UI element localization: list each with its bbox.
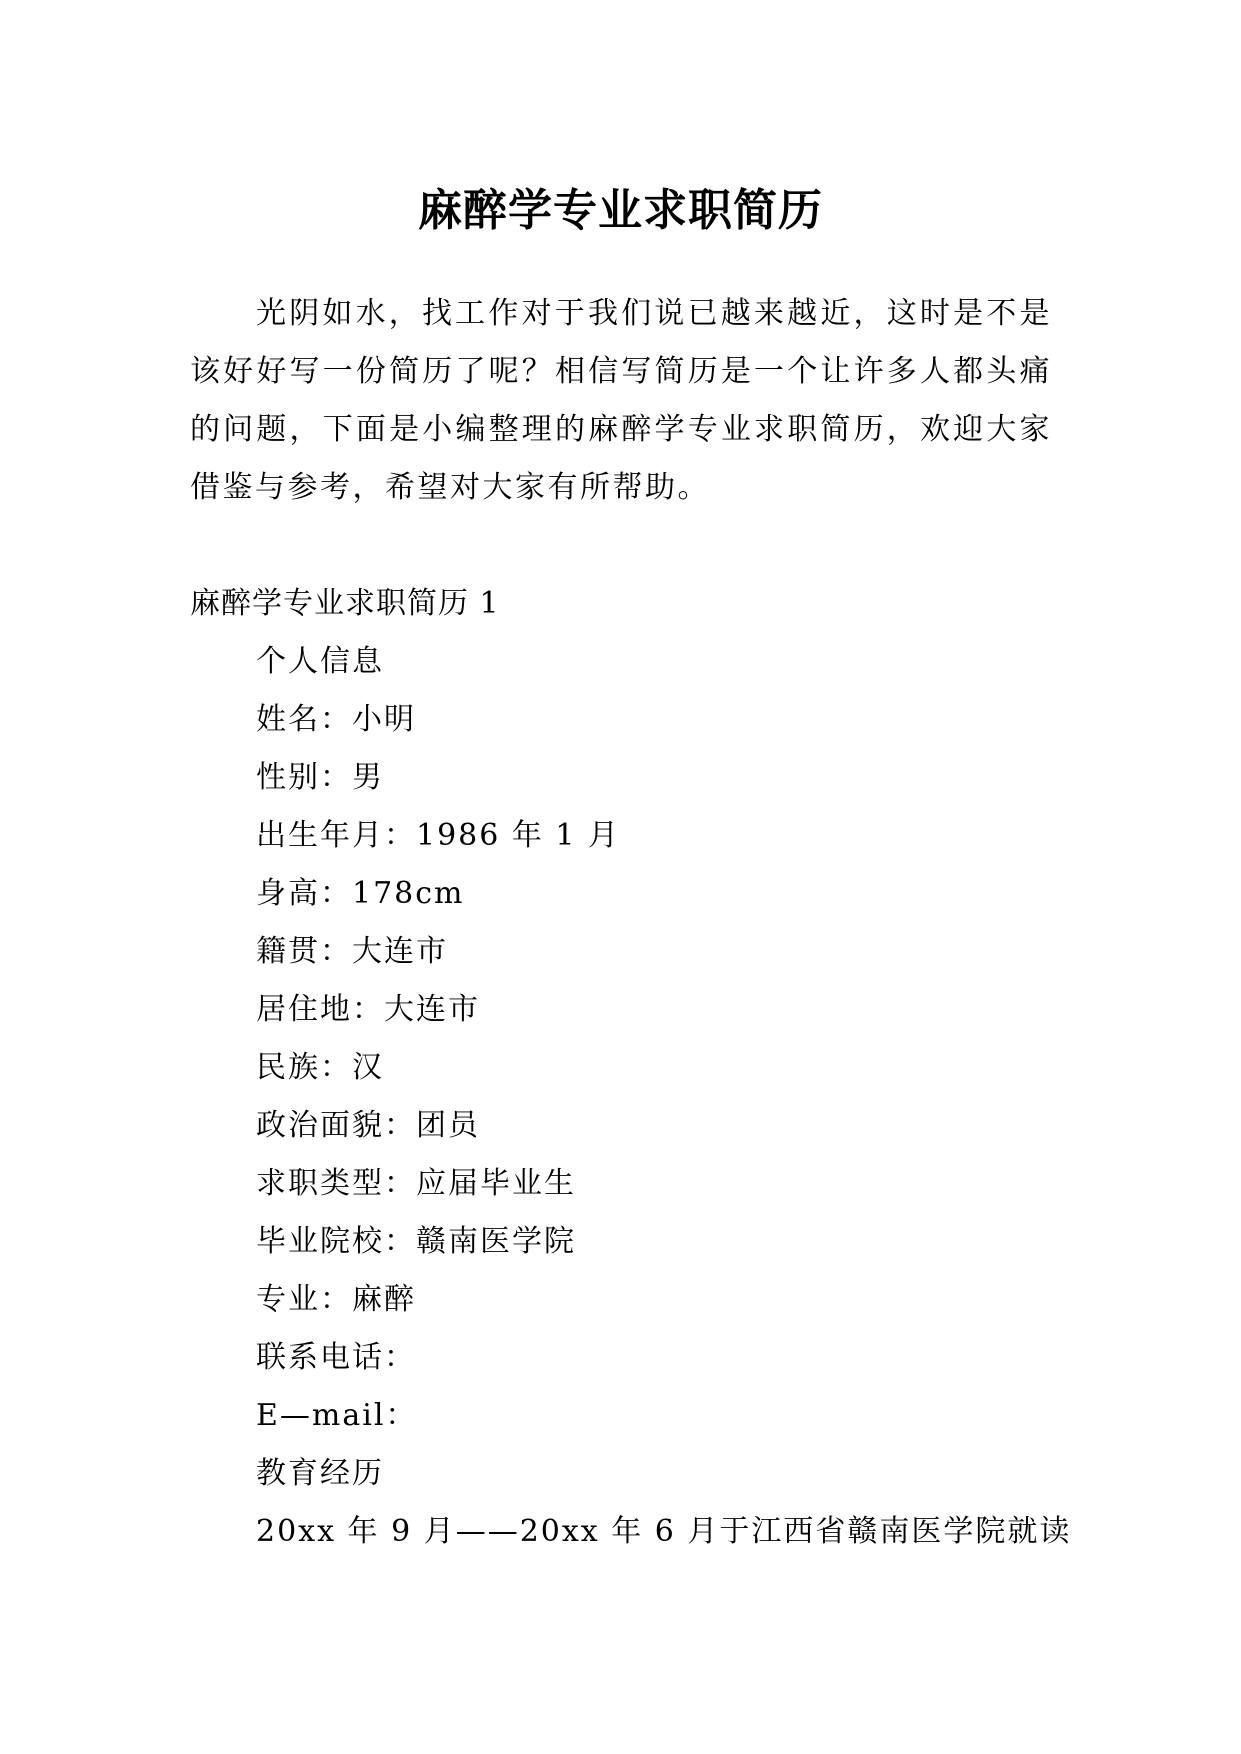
resume-line-birth-date: 出生年月：1986 年 1 月 [256,818,621,853]
resume-line-education-entry: 20xx 年 9 月——20xx 年 6 月于江西省赣南医学院就读 [256,1514,1072,1549]
resume-line-residence: 居住地：大连市 [256,992,480,1027]
intro-paragraph: 光阴如水，找工作对于我们说已越来越近，这时是不是该好好写一份简历了呢？相信写简历是一个让许多人都头痛的问题，下面是小编整理的麻醉学专业求职简历，欢迎大家借鉴与参考，希望对大家有所帮助。 [190,296,1052,505]
resume-line-phone: 联系电话： [256,1340,416,1375]
resume-line-ethnicity: 民族：汉 [256,1050,384,1085]
resume-line-height: 身高：178cm [256,876,465,911]
resume-line-school: 毕业院校：赣南医学院 [256,1224,576,1259]
resume-line-job-type: 求职类型：应届毕业生 [256,1166,576,1201]
resume-line-gender: 性别：男 [256,760,384,795]
resume-line-personal-info-heading: 个人信息 [256,644,384,679]
document-title: 麻醉学专业求职简历 [418,185,823,237]
resume-line-education-heading: 教育经历 [256,1456,384,1491]
resume-line-major: 专业：麻醉 [256,1282,416,1317]
resume-lines [256,633,1072,1561]
section-heading: 麻醉学专业求职简历 1 [190,586,500,621]
resume-line-name: 姓名：小明 [256,702,416,737]
resume-line-native-place: 籍贯：大连市 [256,934,448,969]
resume-line-email: E—mail： [256,1398,418,1433]
resume-line-political-status: 政治面貌：团员 [256,1108,480,1143]
